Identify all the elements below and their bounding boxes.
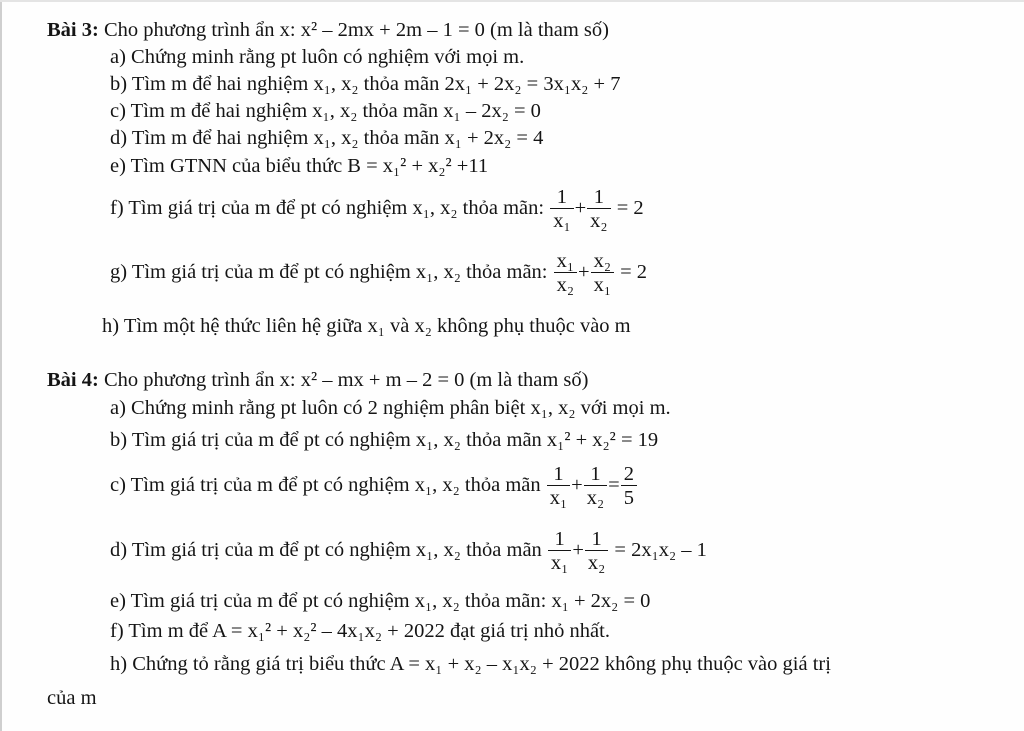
page-top-edge [0,0,1024,2]
fraction-denominator: x₁ [550,552,569,574]
fraction [554,250,577,297]
fraction-denominator: x₂ [587,552,606,574]
bai4-item-h-continued: của m [47,687,97,709]
fraction [591,250,614,297]
bai4-title-text: Cho phương trình ẩn x: x² – mx + m – 2 = 0 (m là tham số) [103,369,589,391]
bai3-item-f: f) Tìm giá trị của m để pt có nghiệm x₁, x₂ thỏa mãn: $\frac{1}{\text{x₁}}$ + $\frac{1}{\text{x₂}}$ = 2 [110,186,644,232]
bai3-item-c: c) Tìm m để hai nghiệm x₁, x₂ thỏa mãn x₁ – 2x₂ = 0 [110,100,541,122]
bai4-item-c-text: c) Tìm giá trị của m để pt có nghiệm x₁, x₂ thỏa mãn [110,474,541,497]
fraction-numerator: 1 [587,186,610,209]
fraction-numerator: 1 [548,528,571,551]
fraction-denominator: x₂ [586,487,605,509]
bai4-title [47,368,589,392]
bai3-item-d: d) Tìm m để hai nghiệm x₁, x₂ thỏa mãn x₁ + 2x₂ = 4 [110,127,544,149]
fraction-denominator: x₁ [549,487,568,509]
fraction [621,463,637,510]
bai4-item-h: h) Chứng tỏ rằng giá trị biểu thức A = x₁ + x₂ – x₁x₂ + 2022 không phụ thuộc vào giá trị [110,653,831,675]
bai4-item-d: d) Tìm giá trị của m để pt có nghiệm x₁, x₂ thỏa mãn $\frac{1}{\text{x₁}}$ + $\frac{1}{\text{x₂}}$ = 2x₁x₂ – 1 [110,528,707,574]
fraction-denominator: 5 [623,487,634,509]
fraction [585,528,608,575]
fraction-numerator: 1 [547,463,570,486]
bai3-title [47,18,609,42]
fraction-numerator: x₁ [554,250,577,273]
bai4-title-label: Bài 4: [47,369,99,391]
fraction-denominator: x₁ [553,210,571,232]
bai3-title-label: Bài 3: [47,19,99,41]
bai4-item-e: e) Tìm giá trị của m để pt có nghiệm x₁, x₂ thỏa mãn: x₁ + 2x₂ = 0 [110,590,651,612]
fraction-denominator: x₁ [593,274,611,296]
fraction-numerator: 2 [621,463,637,486]
bai3-item-f-text: f) Tìm giá trị của m để pt có nghiệm x₁, x₂ thỏa mãn: [110,197,545,220]
fraction-numerator: 1 [585,528,608,551]
bai3-item-h: h) Tìm một hệ thức liên hệ giữa x₁ và x₂ không phụ thuộc vào m [102,315,631,337]
bai4-item-d-text: d) Tìm giá trị của m để pt có nghiệm x₁, x₂ thỏa mãn [110,539,542,562]
bai3-title-text: Cho phương trình ẩn x: x² – 2mx + 2m – 1 = 0 (m là tham số) [103,19,609,41]
bai4-item-d-result: = 2x₁x₂ – 1 [614,539,707,562]
fraction [547,463,570,510]
bai4-item-a: a) Chứng minh rằng pt luôn có 2 nghiệm phân biệt x₁, x₂ với mọi m. [110,397,671,419]
bai3-item-g: g) Tìm giá trị của m để pt có nghiệm x₁, x₂ thỏa mãn: $\frac{\text{x₁}}{\text{x₂}}$ + $\frac{\text{x₂}}{\text{x₁}}$ = 2 [110,250,648,296]
bai3-item-g-result: = 2 [620,261,648,284]
fraction-numerator: 1 [550,186,573,209]
fraction [548,528,571,575]
fraction [587,186,610,233]
bai3-item-f-result: = 2 [616,197,644,220]
bai3-item-b: b) Tìm m để hai nghiệm x₁, x₂ thỏa mãn 2x₁ + 2x₂ = 3x₁x₂ + 7 [110,73,621,95]
fraction-numerator: 1 [584,463,607,486]
bai4-item-f: f) Tìm m để A = x₁² + x₂² – 4x₁x₂ + 2022 đạt giá trị nhỏ nhất. [110,620,610,642]
page-left-edge [0,0,2,731]
bai3-item-a: a) Chứng minh rằng pt luôn có nghiệm với mọi m. [110,46,525,68]
bai3-item-g-text: g) Tìm giá trị của m để pt có nghiệm x₁, x₂ thỏa mãn: [110,261,548,284]
bai3-item-e: e) Tìm GTNN của biểu thức B = x₁² + x₂² +11 [110,155,489,177]
fraction-numerator: x₂ [591,250,614,273]
fraction [550,186,573,233]
bai4-item-c: c) Tìm giá trị của m để pt có nghiệm x₁, x₂ thỏa mãn $\frac{1}{\text{x₁}}$ + $\frac{1}{\text{x₂}}$ = $\frac{2}{5}$ [110,463,638,510]
fraction-denominator: x₂ [590,210,608,232]
fraction [584,463,607,510]
fraction-denominator: x₂ [556,274,575,296]
bai4-item-b: b) Tìm giá trị của m để pt có nghiệm x₁, x₂ thỏa mãn x₁² + x₂² = 19 [110,429,659,451]
